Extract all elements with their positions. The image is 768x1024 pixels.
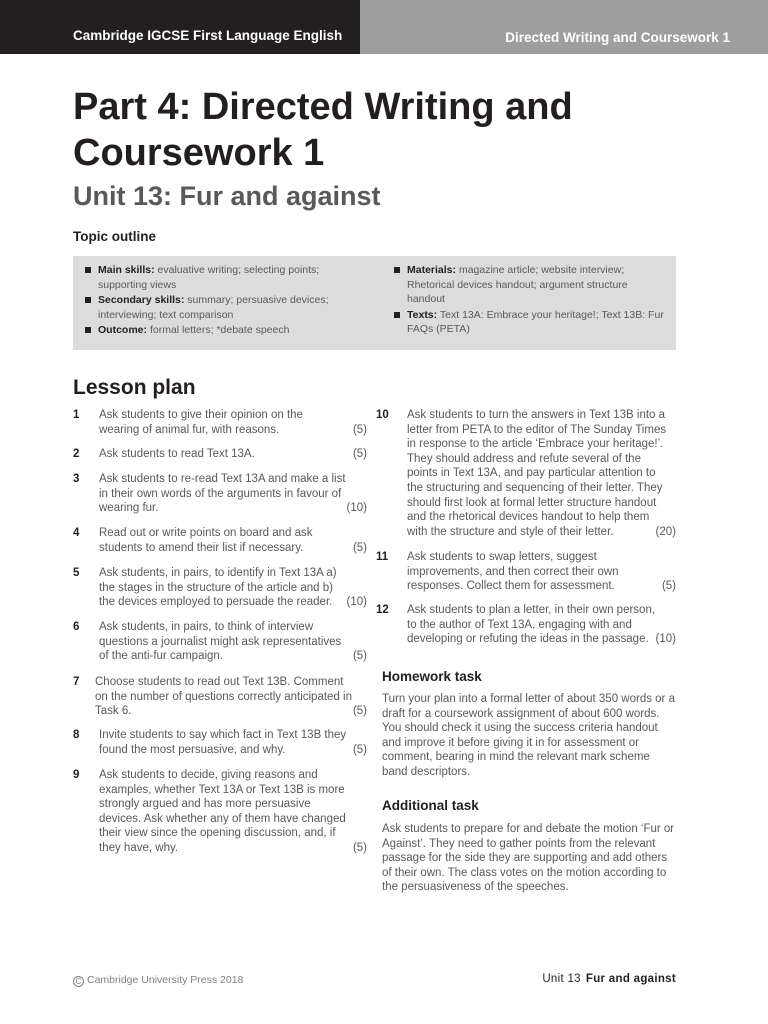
homework-heading: Homework task: [382, 669, 482, 684]
topic-outline-column-2: [394, 263, 666, 338]
topic-item: [85, 323, 343, 338]
additional-task-heading: Additional task: [382, 798, 479, 813]
bullet-square-icon: [85, 297, 91, 303]
topic-item: [85, 293, 343, 322]
header-left-panel: [0, 0, 360, 54]
lesson-item-mark: (10): [655, 633, 676, 645]
lesson-item-number: 2: [73, 448, 80, 460]
lesson-item-mark: (5): [352, 424, 367, 436]
lesson-item: [376, 550, 676, 594]
lesson-item-text: Ask students, in pairs, to identify in Text 13A a) the stages in the structure of the article and b) the devices employed to persuade the reader.: [99, 567, 337, 609]
topic-item: [85, 263, 343, 292]
page-header: [0, 0, 768, 54]
lesson-item-text: Ask students to turn the answers in Text 13B into a letter from PETA to the editor of The Sunday Times in response to the article ‘Embrace your heritage!’. They should address and refute several of the points in Text 13A, and pay particular attention to the structuring and sequencing of their letter. They should first look at formal letter structure handout and the rhetorical devices handout to help them with the structure and style of their letter.: [407, 409, 667, 538]
bullet-square-icon: [394, 267, 400, 273]
footer-copyright: [73, 974, 243, 987]
topic-item-label: Outcome:: [98, 324, 148, 336]
unit-subtitle: Unit 13: Fur and against: [73, 181, 381, 211]
lesson-item: [73, 768, 367, 856]
topic-item-text: Text 13A: Embrace your heritage!; Text 13B: Fur FAQs (PETA): [407, 308, 664, 335]
bullet-square-icon: [85, 267, 91, 273]
lesson-item-text: Ask students to decide, giving reasons and examples, whether Text 13A or Text 13B is more strongly argued and has more persuasive devices. Ask whether any of them have changed their view since the opening discussion, and, if they have, why.: [99, 769, 346, 854]
lesson-item-mark: (10): [346, 502, 367, 514]
lesson-item-number: 3: [73, 473, 80, 485]
topic-item-text: evaluative writing; selecting points; supporting views: [98, 264, 320, 291]
footer-unit: [542, 973, 676, 985]
lesson-item-number: 4: [73, 527, 80, 539]
footer-unit-title: Fur and against: [585, 973, 676, 985]
topic-item-label: Texts:: [407, 308, 438, 321]
lesson-item-text: Ask students to give their opinion on the wearing of animal fur, with reasons.: [99, 409, 303, 436]
lesson-item: [73, 408, 367, 438]
topic-item: [394, 263, 666, 307]
footer-unit-number: Unit 13: [542, 973, 581, 985]
lesson-item-number: 10: [376, 409, 389, 421]
lesson-item: [73, 620, 367, 664]
lesson-item: [73, 566, 367, 610]
topic-item-label: Secondary skills:: [98, 294, 185, 306]
bullet-square-icon: [394, 312, 400, 318]
lesson-item: [73, 447, 367, 462]
lesson-item-text: Ask students to plan a letter, in their own person, to the author of Text 13A, engaging with and developing or refuting the ideas in the passage.: [407, 604, 656, 646]
topic-item-text: magazine article; website interview; Rhetorical devices handout; argument structure handout: [407, 264, 628, 305]
header-section-title: Directed Writing and Coursework 1: [505, 30, 730, 45]
lesson-item-text: Choose students to read out Text 13B. Comment on the number of questions correctly anticipated in Task 6.: [95, 676, 352, 718]
page-title: Part 4: Directed Writing and Coursework 1: [73, 86, 573, 174]
lesson-item: [73, 526, 367, 556]
copyright-text: Cambridge University Press 2018: [87, 974, 244, 986]
lesson-item-mark: (5): [661, 580, 676, 592]
topic-outline-heading: Topic outline: [73, 229, 156, 244]
lesson-item-number: 7: [73, 676, 80, 688]
lesson-item-mark: (5): [352, 842, 367, 854]
lesson-item-text: Ask students to re-read Text 13A and make a list in their own words of the arguments in favour of wearing fur.: [99, 473, 346, 515]
lesson-item-mark: (5): [352, 542, 367, 554]
lesson-item: [73, 472, 367, 516]
lesson-item-number: 6: [73, 621, 80, 633]
copyright-icon: C: [73, 976, 84, 987]
lesson-item: [73, 728, 367, 758]
lesson-item-text: Read out or write points on board and ask students to amend their list if necessary.: [99, 527, 313, 554]
lesson-item-number: 5: [73, 567, 80, 579]
topic-item: [394, 308, 666, 337]
topic-item-label: Main skills:: [98, 264, 155, 276]
topic-item-label: Materials:: [407, 264, 457, 276]
bullet-square-icon: [85, 327, 91, 333]
lesson-item-mark: (10): [346, 596, 367, 608]
header-book-title: Cambridge IGCSE First Language English: [73, 28, 343, 43]
topic-outline-box: [73, 256, 676, 350]
lesson-item: [376, 408, 676, 540]
lesson-item: [73, 675, 367, 719]
additional-task-text: Ask students to prepare for and debate the motion ‘Fur or Against’. They need to gather points from the relevant passage for the side they are supporting and add others of their own. The class votes on the motion according to the persuasiveness of the speeches.: [382, 823, 675, 894]
lesson-item-number: 8: [73, 729, 80, 741]
homework-text: Turn your plan into a formal letter of about 350 words or a draft for a coursework assignment of about 600 words. You should check it using the success criteria handout and improve it before giving it in for assessment or comment, bearing in mind the relevant mark scheme band descriptors.: [382, 693, 675, 778]
lesson-item-mark: (20): [655, 526, 676, 538]
lesson-item-mark: (5): [352, 744, 367, 756]
lesson-item-mark: (5): [352, 705, 367, 717]
header-right-panel: [360, 0, 768, 54]
lesson-item-mark: (5): [352, 448, 367, 460]
lesson-item-text: Ask students to read Text 13A.: [99, 448, 255, 460]
lesson-item-text: Ask students to swap letters, suggest improvements, and then correct their own responses. Collect them for assessment.: [407, 551, 619, 593]
lesson-item-number: 1: [73, 409, 80, 421]
lesson-item-mark: (5): [352, 650, 367, 662]
lesson-item-text: Ask students, in pairs, to think of interview questions a journalist might ask representatives of the anti-fur campaign.: [99, 621, 342, 663]
topic-item-text: summary; persuasive devices; interviewing; text comparison: [98, 294, 329, 321]
lesson-item: [376, 603, 676, 647]
lesson-item-number: 9: [73, 769, 80, 781]
lesson-item-number: 12: [376, 604, 389, 616]
lesson-item-text: Invite students to say which fact in Text 13B they found the most persuasive, and why.: [99, 729, 347, 756]
topic-outline-column-1: [85, 263, 343, 339]
lesson-item-number: 11: [376, 551, 389, 563]
lesson-plan-heading: Lesson plan: [73, 376, 196, 399]
topic-item-text: formal letters; *debate speech: [149, 324, 290, 336]
